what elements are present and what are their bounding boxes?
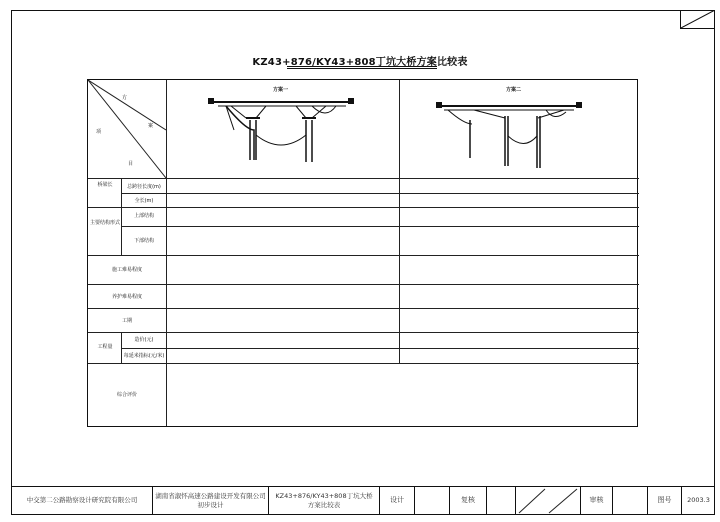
tb-date: 2003.3	[687, 496, 710, 504]
row-sublabel: 造价(元)	[134, 337, 154, 343]
scheme1-bridge-drawing	[206, 90, 356, 170]
row-label-maintenance: 养护难易程度	[111, 294, 142, 300]
row-sublabel: 下部结构	[133, 238, 154, 244]
row-line	[88, 284, 639, 285]
row-line	[88, 178, 639, 179]
row-label-quantities: 工程量	[97, 344, 113, 350]
row-line	[88, 255, 639, 256]
scheme2-bridge-drawing	[434, 96, 584, 176]
diag-label: 方	[122, 95, 128, 101]
col-line	[166, 80, 167, 426]
corner-stamp	[680, 10, 715, 29]
tb-company: 中交第二公路勘察设计研究院有限公司	[26, 496, 138, 504]
tb-drawing-title: KZ43+876/KY43+808丁坑大桥 方案比较表	[275, 492, 373, 509]
row-sublabel: 总跨径长度(m)	[127, 184, 161, 190]
title-underline-2	[287, 68, 437, 69]
tb-divider	[414, 487, 415, 515]
tb-review: 审核	[589, 496, 604, 504]
tb-design: 设计	[390, 496, 404, 504]
row-label-structure: 主要结构形式	[90, 220, 121, 226]
scheme2-label: 方案二	[506, 87, 522, 93]
col-line	[399, 80, 400, 363]
row-line	[121, 348, 639, 349]
row-line	[121, 193, 639, 194]
signature-cell	[515, 487, 580, 515]
row-sublabel: 全长(m)	[134, 198, 154, 204]
title-underline	[287, 66, 437, 67]
tb-divider	[612, 487, 613, 515]
tb-drawing-no: 图号	[657, 496, 672, 504]
page-title: KZ43+876/KY43+808丁坑大桥方案比较表	[252, 57, 468, 68]
row-line	[88, 363, 639, 364]
tb-divider	[486, 487, 487, 515]
row-line	[88, 207, 639, 208]
row-label-evaluation: 综合评价	[116, 392, 137, 398]
tb-client: 湖南省溆怀高速公路建设开发有限公司 初步设计	[155, 492, 266, 509]
row-label-schedule: 工期	[121, 318, 132, 324]
row-sublabel: 每延米指标(元/米)	[123, 353, 165, 359]
diag-label: 项	[96, 129, 102, 135]
diag-label: 案	[148, 123, 154, 129]
row-label-length: 桥梁长	[97, 182, 113, 188]
row-sublabel: 上部结构	[133, 213, 154, 219]
row-line	[88, 332, 639, 333]
tb-check: 复核	[461, 496, 475, 504]
row-label-construction: 施工难易程度	[111, 267, 142, 273]
row-line	[121, 226, 639, 227]
scheme1-label: 方案一	[273, 87, 289, 93]
comparison-table	[87, 79, 638, 427]
row-line	[88, 308, 639, 309]
diag-label: 目	[128, 161, 134, 167]
